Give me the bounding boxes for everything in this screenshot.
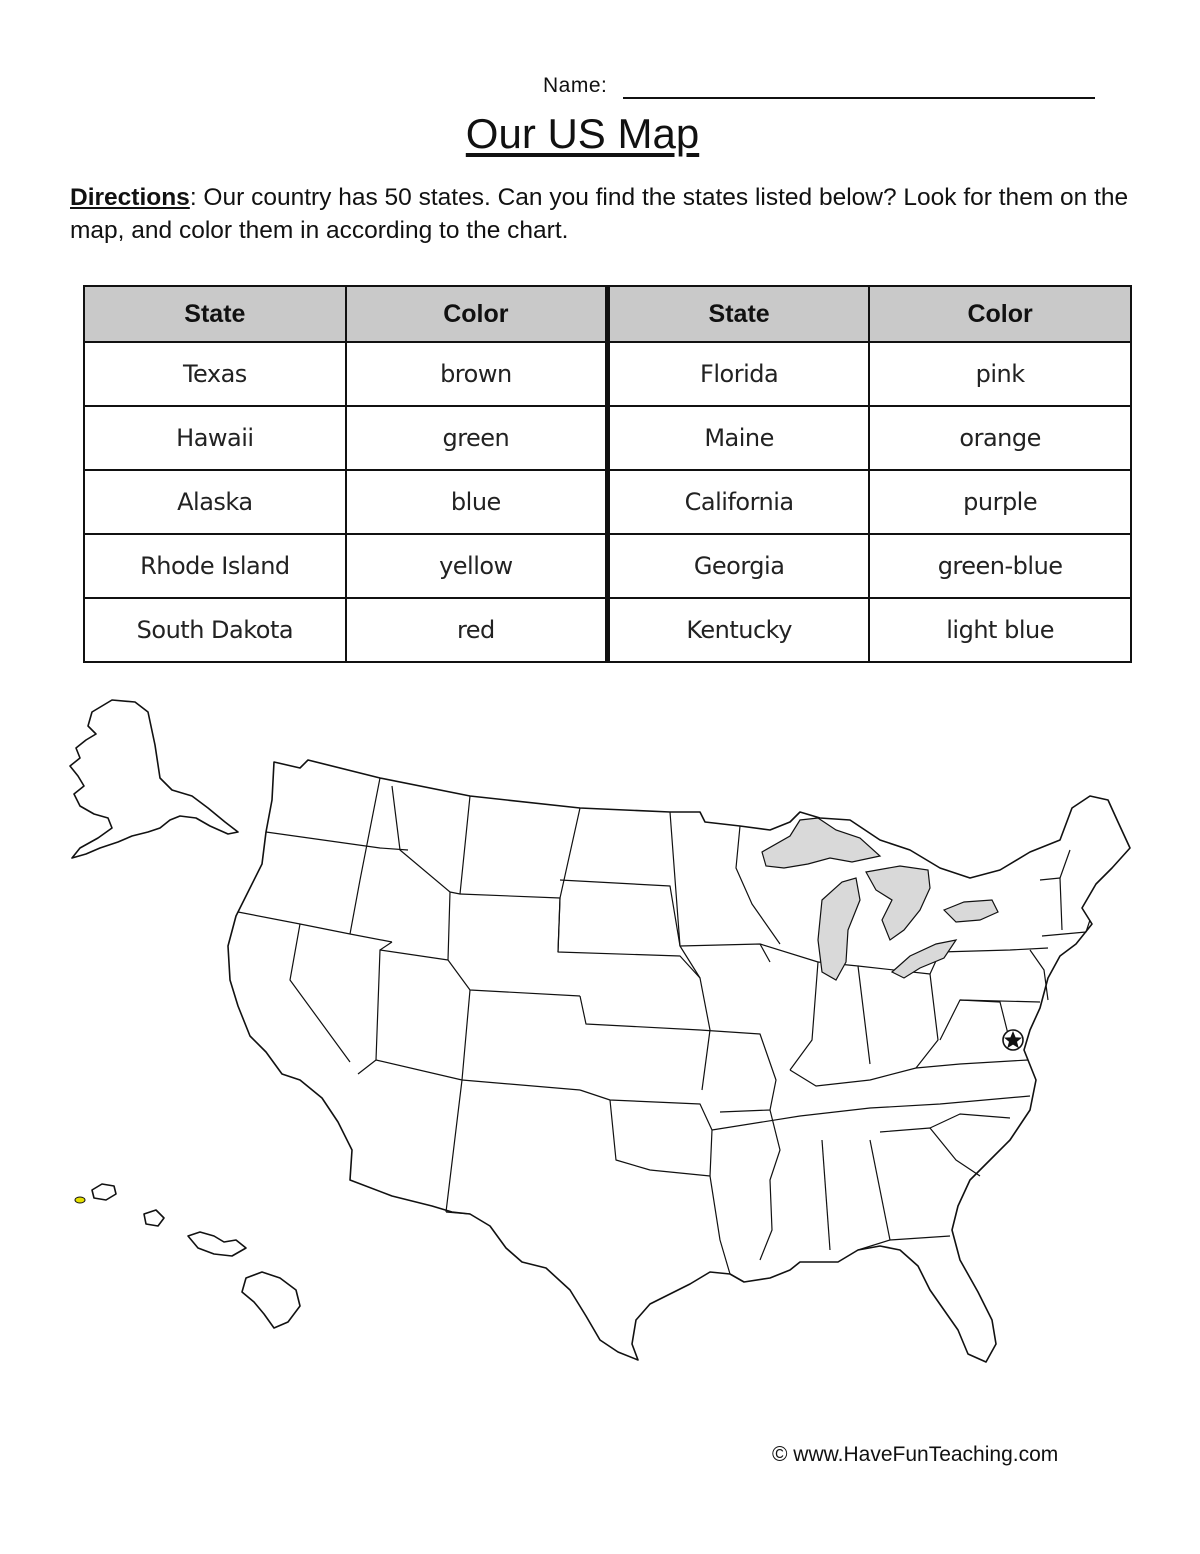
state-color-chart: [83, 285, 1132, 663]
state-cell: Rhode Island: [84, 534, 346, 598]
color-cell: green-blue: [869, 534, 1131, 598]
state-cell: Texas: [84, 342, 346, 406]
color-cell: green: [346, 406, 608, 470]
hawaii-niihau-dot: [75, 1197, 85, 1203]
state-cell: Florida: [608, 342, 870, 406]
state-borders: [238, 778, 1090, 1274]
directions-paragraph: [70, 181, 1140, 247]
table-row: [84, 342, 1131, 406]
state-cell: Maine: [608, 406, 870, 470]
state-cell: Kentucky: [608, 598, 870, 662]
color-cell: red: [346, 598, 608, 662]
color-cell: light blue: [869, 598, 1131, 662]
header-state-1: State: [84, 286, 346, 342]
name-field[interactable]: [543, 72, 1103, 102]
state-cell: Georgia: [608, 534, 870, 598]
header-color-2: Color: [869, 286, 1131, 342]
alaska-outline: [70, 700, 238, 858]
state-cell: South Dakota: [84, 598, 346, 662]
color-cell: purple: [869, 470, 1131, 534]
directions-text: : Our country has 50 states. Can you find the states listed below? Look for them on the map, and color them in according to the chart.: [70, 184, 1129, 244]
name-label: Name:: [543, 74, 608, 97]
color-cell: brown: [346, 342, 608, 406]
state-cell: Hawaii: [84, 406, 346, 470]
header-color-1: Color: [346, 286, 608, 342]
lake-michigan: [818, 878, 860, 980]
table-row: [84, 470, 1131, 534]
lake-ontario: [944, 900, 998, 922]
capital-star-marker: [1003, 1030, 1023, 1050]
chart-header-row: [84, 286, 1131, 342]
color-cell: orange: [869, 406, 1131, 470]
table-row: [84, 534, 1131, 598]
table-row: [84, 598, 1131, 662]
directions-label: Directions: [70, 184, 190, 211]
hawaii-maui: [188, 1232, 246, 1256]
color-cell: blue: [346, 470, 608, 534]
contiguous-us-outline: [228, 760, 1130, 1362]
us-outline-map: [60, 690, 1140, 1380]
hawaii-big-island: [242, 1272, 300, 1328]
color-cell: yellow: [346, 534, 608, 598]
lake-huron: [866, 866, 930, 940]
header-state-2: State: [608, 286, 870, 342]
state-cell: California: [608, 470, 870, 534]
hawaii-kauai: [92, 1184, 116, 1200]
copyright-footer: © www.HaveFunTeaching.com: [772, 1443, 1059, 1466]
hawaii-oahu: [144, 1210, 164, 1226]
color-cell: pink: [869, 342, 1131, 406]
state-cell: Alaska: [84, 470, 346, 534]
page-title: Our US Map: [465, 110, 700, 157]
table-row: [84, 406, 1131, 470]
lake-erie: [892, 940, 956, 978]
name-blank-line[interactable]: [623, 97, 1095, 99]
